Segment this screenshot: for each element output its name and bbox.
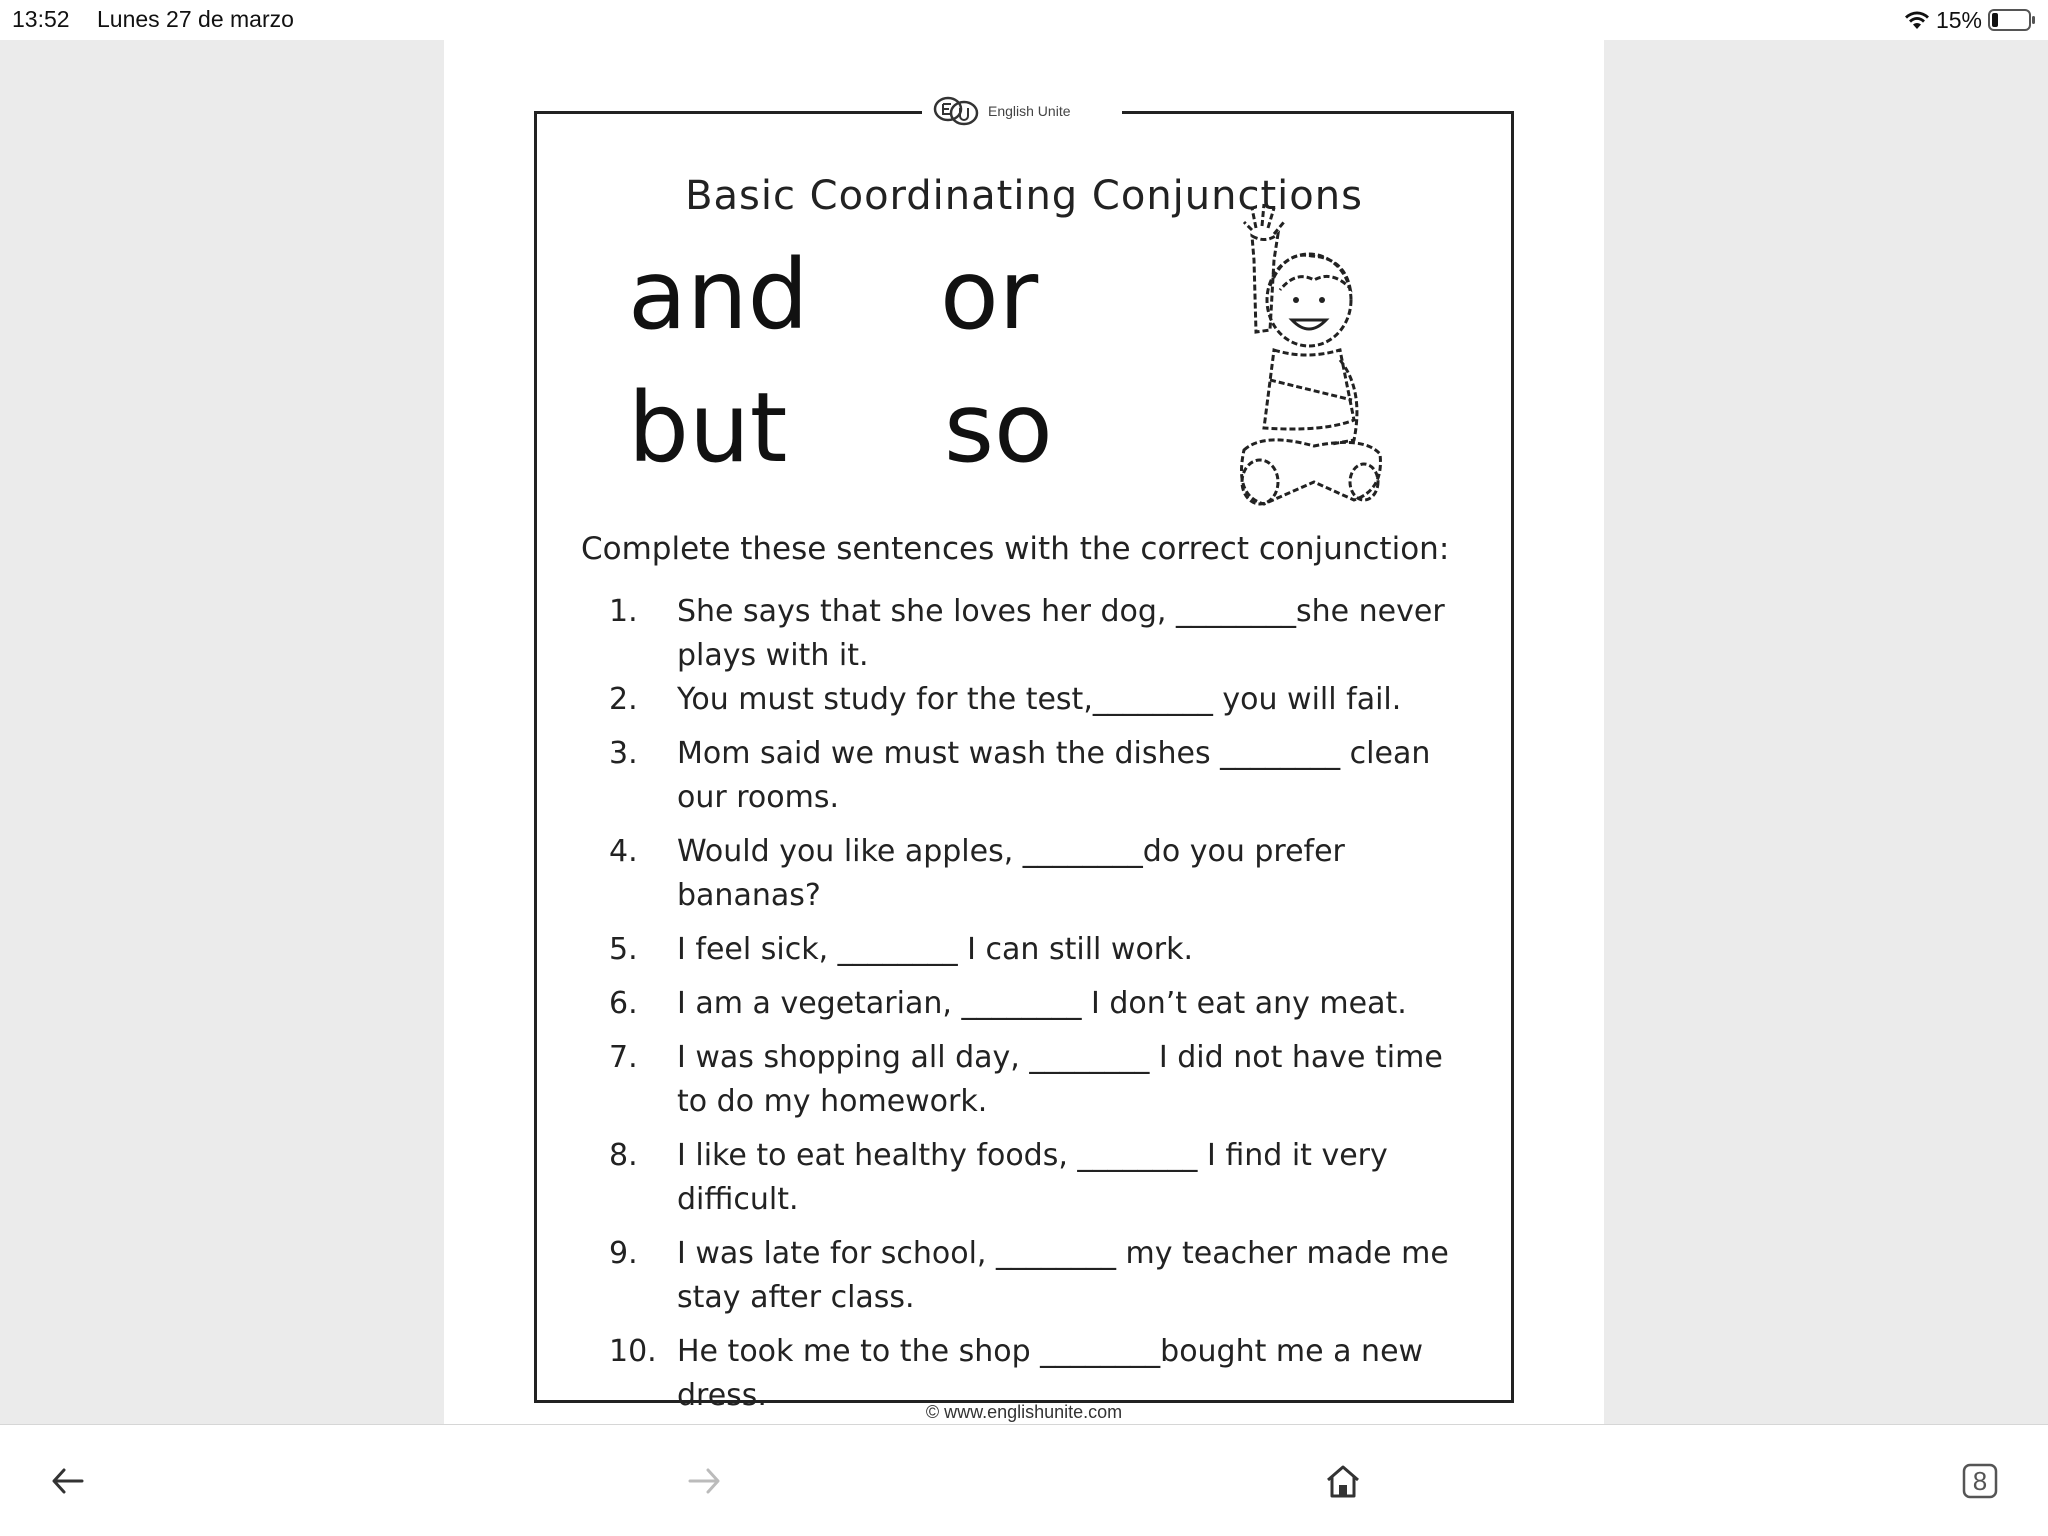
battery-percentage: 15%	[1935, 6, 1982, 33]
question-text: I am a vegetarian, ________ I don’t eat any meat.	[677, 986, 1407, 1021]
question-item	[609, 982, 1469, 1026]
english-unite-logo	[922, 89, 1122, 133]
question-item	[609, 678, 1469, 722]
battery-icon	[1988, 8, 2036, 32]
conjunction-and: and	[628, 239, 809, 351]
question-number: 9.	[609, 1236, 638, 1271]
question-number: 8.	[609, 1138, 638, 1173]
question-number: 6.	[609, 986, 638, 1021]
wifi-icon	[1904, 9, 1930, 31]
question-item	[609, 1036, 1469, 1124]
question-number: 5.	[609, 932, 638, 967]
logo-text: English Unite	[988, 103, 1071, 119]
question-item	[609, 732, 1469, 820]
question-number: 7.	[609, 1040, 638, 1075]
bottom-toolbar	[0, 1424, 2048, 1536]
question-item	[609, 590, 1469, 678]
status-time: 13:52	[12, 6, 70, 32]
question-text: Would you like apples, ________do you prefer bananas?	[677, 834, 1345, 913]
instructions: Complete these sentences with the correct conjunction:	[581, 531, 1450, 567]
question-item	[609, 830, 1469, 918]
back-arrow-icon	[48, 1461, 88, 1501]
logo-mark-icon	[932, 94, 982, 128]
left-gutter	[0, 40, 444, 1424]
question-number: 1.	[609, 594, 638, 629]
forward-arrow-icon	[684, 1461, 724, 1501]
question-text: You must study for the test,________ you will fail.	[677, 682, 1402, 717]
conjunction-but: but	[628, 372, 788, 484]
question-text: I feel sick, ________ I can still work.	[677, 932, 1194, 967]
question-number: 10.	[609, 1334, 657, 1369]
question-item	[609, 1232, 1469, 1320]
status-date: Lunes 27 de marzo	[97, 6, 294, 32]
home-icon	[1323, 1461, 1363, 1501]
worksheet-title: Basic Coordinating Conjunctions	[685, 173, 1363, 219]
copyright-footer: © www.englishunite.com	[925, 1402, 1123, 1422]
question-text: I like to eat healthy foods, ________ I find it very difficult.	[677, 1138, 1388, 1217]
question-text: I was late for school, ________ my teacher made me stay after class.	[677, 1236, 1449, 1315]
status-bar	[0, 0, 2048, 40]
question-text: She says that she loves her dog, ________she never plays with it.	[677, 594, 1445, 673]
right-gutter	[1604, 40, 2048, 1424]
question-number: 2.	[609, 682, 638, 717]
question-text: I was shopping all day, ________ I did not have time to do my homework.	[677, 1040, 1443, 1119]
conjunction-so: so	[944, 372, 1053, 484]
question-list	[609, 590, 1469, 1418]
tabs-count: 8	[1972, 1465, 1988, 1496]
kid-illustration	[1204, 200, 1404, 520]
question-item	[609, 1134, 1469, 1222]
question-text: Mom said we must wash the dishes ________ clean our rooms.	[677, 736, 1431, 815]
question-number: 4.	[609, 834, 638, 869]
question-text: He took me to the shop ________bought me a new dress.	[677, 1334, 1424, 1413]
status-indicators	[1904, 5, 2036, 35]
worksheet-page[interactable]	[444, 40, 1604, 1424]
tabs-button[interactable]	[1952, 1453, 2008, 1509]
home-button[interactable]	[1315, 1453, 1371, 1509]
forward-button[interactable]	[676, 1453, 732, 1509]
question-item	[609, 928, 1469, 972]
question-number: 3.	[609, 736, 638, 771]
conjunction-or: or	[940, 239, 1039, 351]
back-button[interactable]	[40, 1453, 96, 1509]
